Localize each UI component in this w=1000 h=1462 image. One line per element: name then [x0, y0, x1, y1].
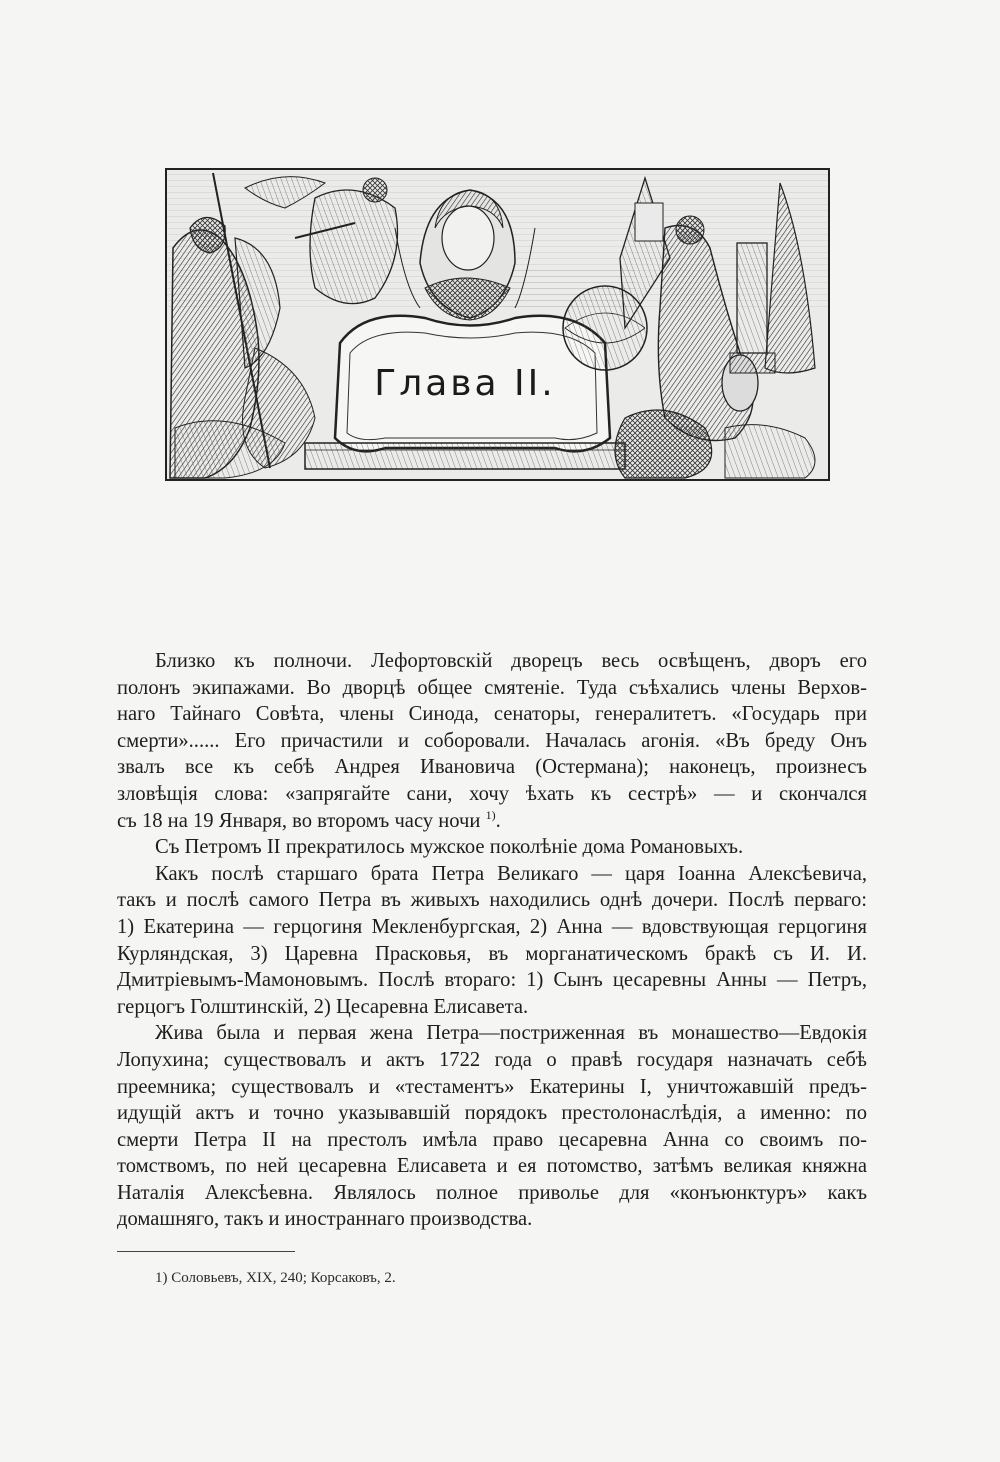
text-line: идущій актъ и точно указывавшій порядокъ престолонаслѣдія, а именно: по [117, 1102, 867, 1125]
text-line: Лопухина; существовалъ и актъ 1722 года о правѣ государя назначать себѣ [117, 1048, 867, 1071]
text-line: зловѣщія слова: «запрягайте сани, хочу ѣхать къ сестрѣ» — и скончался [117, 782, 867, 805]
text-line: Курляндская, 3) Царевна Прасковья, въ морганатическомъ бракѣ съ И. И. [117, 942, 867, 965]
text-line: звалъ все къ себѣ Андрея Ивановича (Остермана); наконецъ, произнесъ [117, 756, 867, 779]
footnote-reference: 1) [485, 807, 496, 822]
text-line: смерти Петра II на престолъ имѣла право цесаревна Анна со своимъ по- [117, 1128, 867, 1151]
text-line: Близко къ полночи. Лефортовскій дворецъ весь освѣщенъ, дворъ его [155, 650, 867, 672]
text-line: наго Тайнаго Совѣта, члены Синода, сенаторы, генералитетъ. «Государь при [117, 703, 867, 726]
paragraph-1 [117, 648, 867, 834]
footnote: 1) Соловьевъ, XIX, 240; Корсаковъ, 2. [155, 1270, 396, 1286]
text-line: полонъ экипажами. Во дворцѣ общее смятеніе. Туда съѣхались члены Верхов- [117, 676, 867, 699]
paragraph-3 [117, 861, 867, 1021]
text-line: Съ Петромъ II прекратилось мужское поколѣніе дома Романовыхъ. [155, 836, 744, 859]
chapter-body-text [117, 648, 867, 1233]
text-line: Дмитріевымъ-Мамоновымъ. Послѣ втораго: 1) Сынъ цесаревны Анны — Петръ, [117, 969, 867, 992]
text-line-with-footnote [117, 808, 867, 835]
text-line: такъ и послѣ самого Петра въ живыхъ находились однѣ дочери. Послѣ перваго: [117, 889, 867, 912]
text-line: герцогъ Голштинскій, 2) Цесаревна Елисавета. [117, 995, 529, 1018]
text-line: смерти»...... Его причастили и соборовали. Началась агонія. «Въ бреду Онъ [117, 729, 867, 752]
footnote-divider [117, 1251, 295, 1252]
text-line: Жива была и первая жена Петра—постриженная въ монашество—Евдокія [155, 1022, 867, 1045]
chapter-title: Глава II. [374, 363, 556, 404]
text-line: домашняго, такъ и иностраннаго производства. [117, 1208, 533, 1231]
text-line: 1) Екатерина — герцогиня Мекленбургская, 2) Анна — вдовствующая герцогиня [117, 915, 867, 938]
text-line: Какъ послѣ старшаго брата Петра Великаго — царя Іоанна Алексѣевича, [155, 862, 867, 885]
chapter-headpiece-engraving [165, 168, 830, 481]
paragraph-2 [117, 834, 867, 861]
text-line: съ 18 на 19 Января, во второмъ часу ночи [117, 809, 481, 832]
text-line: преемника; существовалъ и «тестаментъ» Екатерины I, уничтожавшій предъ- [117, 1075, 867, 1098]
text-line: Наталія Алексѣевна. Являлось полное приволье для «конъюнктуръ» какъ [117, 1181, 867, 1204]
text-line: томствомъ, по ней цесаревна Елисавета и ея потомство, затѣмъ великая княжна [117, 1155, 867, 1178]
text-line-tail: . [495, 809, 501, 832]
paragraph-4 [117, 1020, 867, 1233]
